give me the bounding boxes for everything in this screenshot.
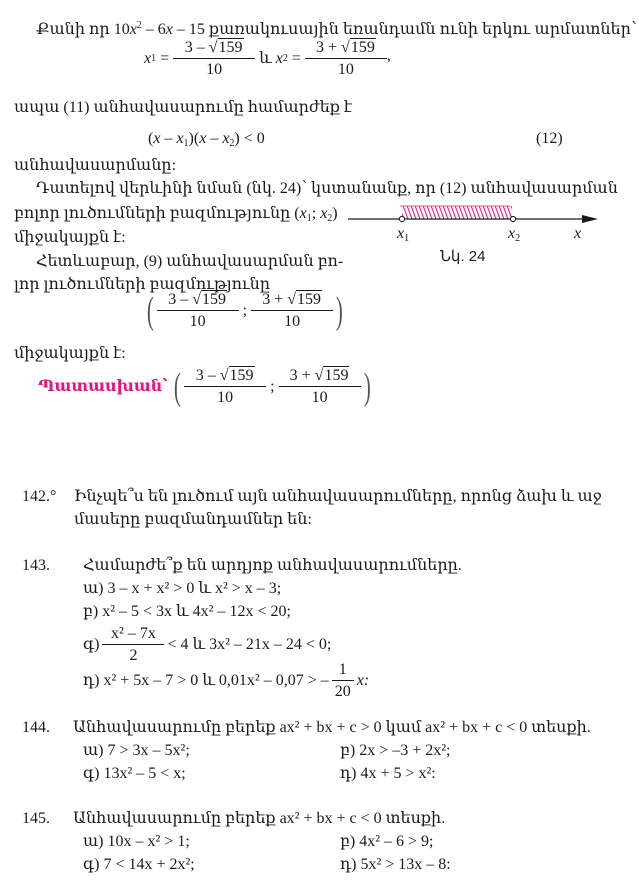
var: x bbox=[275, 50, 283, 67]
var: x bbox=[144, 50, 152, 67]
t: )( bbox=[188, 130, 200, 147]
intro-line-11: միջակայքն է: bbox=[14, 345, 126, 362]
t: 3 – √ bbox=[184, 39, 218, 56]
text: – 6 bbox=[141, 21, 166, 38]
exercise-143-title: Համարժե՞ք են արդյոք անհավասարումները. bbox=[83, 557, 462, 574]
exercise-142-line-1: Ինչպե՞ս են լուծում այն անհավասարումները, որոնց ձախ և աջ bbox=[74, 488, 602, 505]
eq: = bbox=[156, 50, 174, 67]
exercise-143-c bbox=[83, 626, 331, 664]
intro-line-3: ապա (11) անհավասարումը համարժեք է bbox=[14, 99, 353, 116]
denominator: 10 bbox=[206, 61, 223, 78]
eq: = bbox=[287, 50, 305, 67]
fraction bbox=[305, 40, 387, 78]
denominator: 10 bbox=[337, 61, 354, 78]
t: 3 + √ bbox=[316, 39, 350, 56]
exp: 2 bbox=[136, 20, 142, 31]
t: – bbox=[206, 130, 223, 147]
point-x2 bbox=[510, 216, 515, 221]
t: բոլոր լուծումների բազմությունը ( bbox=[14, 205, 300, 222]
equation-label: (12) bbox=[536, 130, 563, 147]
fraction bbox=[173, 40, 255, 78]
separator: ; bbox=[242, 302, 248, 319]
paren-close: ) bbox=[335, 290, 343, 332]
exercise-145-number: 145. bbox=[22, 810, 50, 827]
inequality-12 bbox=[148, 131, 265, 147]
text: – 15 քառակուսային եռանդամն ունի երկու արմատներ՝ bbox=[172, 21, 637, 38]
radicand: 159 bbox=[350, 39, 375, 56]
sub: 2 bbox=[327, 213, 333, 224]
exercise-144-d: դ) 4x + 5 > x²: bbox=[340, 765, 436, 782]
fraction bbox=[157, 292, 239, 330]
axis-arrow-icon bbox=[582, 215, 598, 223]
numerator bbox=[305, 40, 387, 59]
label-x2 bbox=[508, 226, 520, 242]
exercise-145-d: դ) 5x² > 13x – 8: bbox=[340, 856, 451, 873]
figure-caption: Նկ. 24 bbox=[440, 248, 486, 265]
roots-formula: x 1 = $\frac{3 - √159}{10}$ և x 2 = $\frac{3 + √159}{10}$ , bbox=[144, 39, 391, 78]
var: x bbox=[299, 205, 307, 222]
numerator bbox=[157, 292, 239, 311]
paren-open: ( bbox=[174, 366, 182, 408]
solution-interval bbox=[144, 292, 346, 330]
radicand: 159 bbox=[297, 291, 322, 308]
t: 3 – √ bbox=[195, 367, 229, 384]
denominator: 10 bbox=[311, 389, 328, 406]
sub: 2 bbox=[229, 138, 235, 149]
numerator bbox=[184, 368, 266, 387]
answer bbox=[38, 368, 373, 406]
var: x bbox=[508, 225, 516, 242]
t: 3 – √ bbox=[168, 291, 202, 308]
intro-line-9: Հետևաբար, (9) անհավասարման բո- bbox=[36, 253, 344, 270]
intro-line-6: Դատելով վերևինի նման (նկ. 24)՝ կստանանք, որ (12) անհավասարման bbox=[36, 180, 618, 197]
text: Քանի որ bbox=[36, 21, 114, 38]
radicand: 159 bbox=[324, 367, 349, 384]
var: x bbox=[397, 225, 405, 242]
t: x: bbox=[356, 672, 370, 689]
intro-line-10: լոր լուծումների բազմությունը bbox=[14, 276, 271, 293]
exercise-144-c: գ) 13x² – 5 < x; bbox=[83, 765, 186, 782]
t: դ) x² + 5x – 7 > 0 և 0,01x² – 0,07 > – bbox=[83, 672, 329, 689]
fraction bbox=[184, 368, 266, 406]
var: x bbox=[129, 21, 137, 38]
exercise-142-line-2: մասերը բազմանդամներ են: bbox=[74, 511, 312, 528]
item-label: գ) bbox=[83, 636, 100, 653]
denominator: 20 bbox=[334, 683, 351, 700]
var: x bbox=[222, 130, 230, 147]
intro-line-5: անհավասարմանը: bbox=[14, 157, 177, 174]
denominator: 10 bbox=[284, 313, 301, 330]
radicand: 159 bbox=[229, 367, 254, 384]
label-x1 bbox=[397, 226, 409, 242]
sub: 1 bbox=[183, 138, 189, 149]
exercise-145-a: ա) 10x – x² > 1; bbox=[83, 833, 190, 850]
fraction bbox=[251, 292, 333, 330]
var: x bbox=[199, 130, 207, 147]
exercise-145-title: Անհավասարումը բերեք ax² + bx + c < 0 տեսքի. bbox=[73, 810, 446, 827]
t: 3 + √ bbox=[262, 291, 297, 308]
exercise-143-number: 143. bbox=[22, 557, 50, 574]
solution-hatch bbox=[402, 206, 512, 219]
intro-line-7 bbox=[14, 206, 338, 222]
fraction bbox=[332, 662, 354, 700]
numerator: x² – 7x bbox=[102, 626, 164, 645]
numerator bbox=[279, 368, 361, 387]
var: x bbox=[153, 130, 161, 147]
separator: ; bbox=[270, 378, 275, 395]
exercise-145-c: գ) 7 < 14x + 2x²; bbox=[83, 856, 195, 873]
exercise-144-b: բ) 2x > –3 + 2x²; bbox=[340, 742, 451, 759]
fraction bbox=[102, 626, 164, 664]
t: ) bbox=[332, 205, 338, 222]
t: ) < 0 bbox=[234, 130, 265, 147]
numerator bbox=[173, 40, 255, 59]
var: x bbox=[320, 205, 328, 222]
exercise-143-a: ա) 3 – x + x² > 0 և x² > x – 3; bbox=[83, 580, 282, 597]
sub: 1 bbox=[306, 213, 312, 224]
sub: 2 bbox=[515, 233, 521, 244]
exercise-144-a: ա) 7 > 3x – 5x²; bbox=[83, 742, 190, 759]
point-x1 bbox=[399, 216, 404, 221]
t: 3 + √ bbox=[289, 367, 324, 384]
intro-line-1 bbox=[36, 22, 637, 38]
t: – bbox=[160, 130, 177, 147]
exercise-142-number: 142.° bbox=[22, 488, 57, 505]
numerator: 1 bbox=[332, 662, 354, 681]
var: x bbox=[165, 21, 173, 38]
answer-label: Պատասխան՝ bbox=[38, 378, 168, 395]
text: 10 bbox=[113, 21, 130, 38]
exercise-144-number: 144. bbox=[22, 719, 50, 736]
t: ( bbox=[148, 130, 154, 147]
denominator: 10 bbox=[189, 313, 206, 330]
denominator: 10 bbox=[217, 389, 234, 406]
fraction bbox=[279, 368, 361, 406]
exercise-144-title: Անհավասարումը բերեք ax² + bx + c > 0 կամ ax² + bx + c < 0 տեսքի. bbox=[73, 719, 591, 736]
axis-label: x bbox=[574, 225, 582, 242]
comma: , bbox=[386, 47, 391, 64]
t: ; bbox=[311, 205, 321, 222]
numerator bbox=[251, 292, 333, 311]
exercise-143-d bbox=[83, 662, 369, 700]
radicand: 159 bbox=[218, 39, 243, 56]
denominator: 2 bbox=[129, 647, 138, 664]
exercise-145-b: բ) 4x² – 6 > 9; bbox=[340, 833, 434, 850]
sub: 1 bbox=[404, 233, 410, 244]
t: < 4 և 3x² – 21x – 24 < 0; bbox=[167, 636, 332, 653]
var: x bbox=[176, 130, 184, 147]
paren-open: ( bbox=[146, 290, 154, 332]
exercise-143-b: բ) x² – 5 < 3x և 4x² – 12x < 20; bbox=[83, 603, 291, 620]
paren-close: ) bbox=[363, 366, 371, 408]
and: և bbox=[255, 50, 276, 67]
radicand: 159 bbox=[202, 291, 227, 308]
intro-line-8: միջակայքն է: bbox=[14, 229, 126, 246]
